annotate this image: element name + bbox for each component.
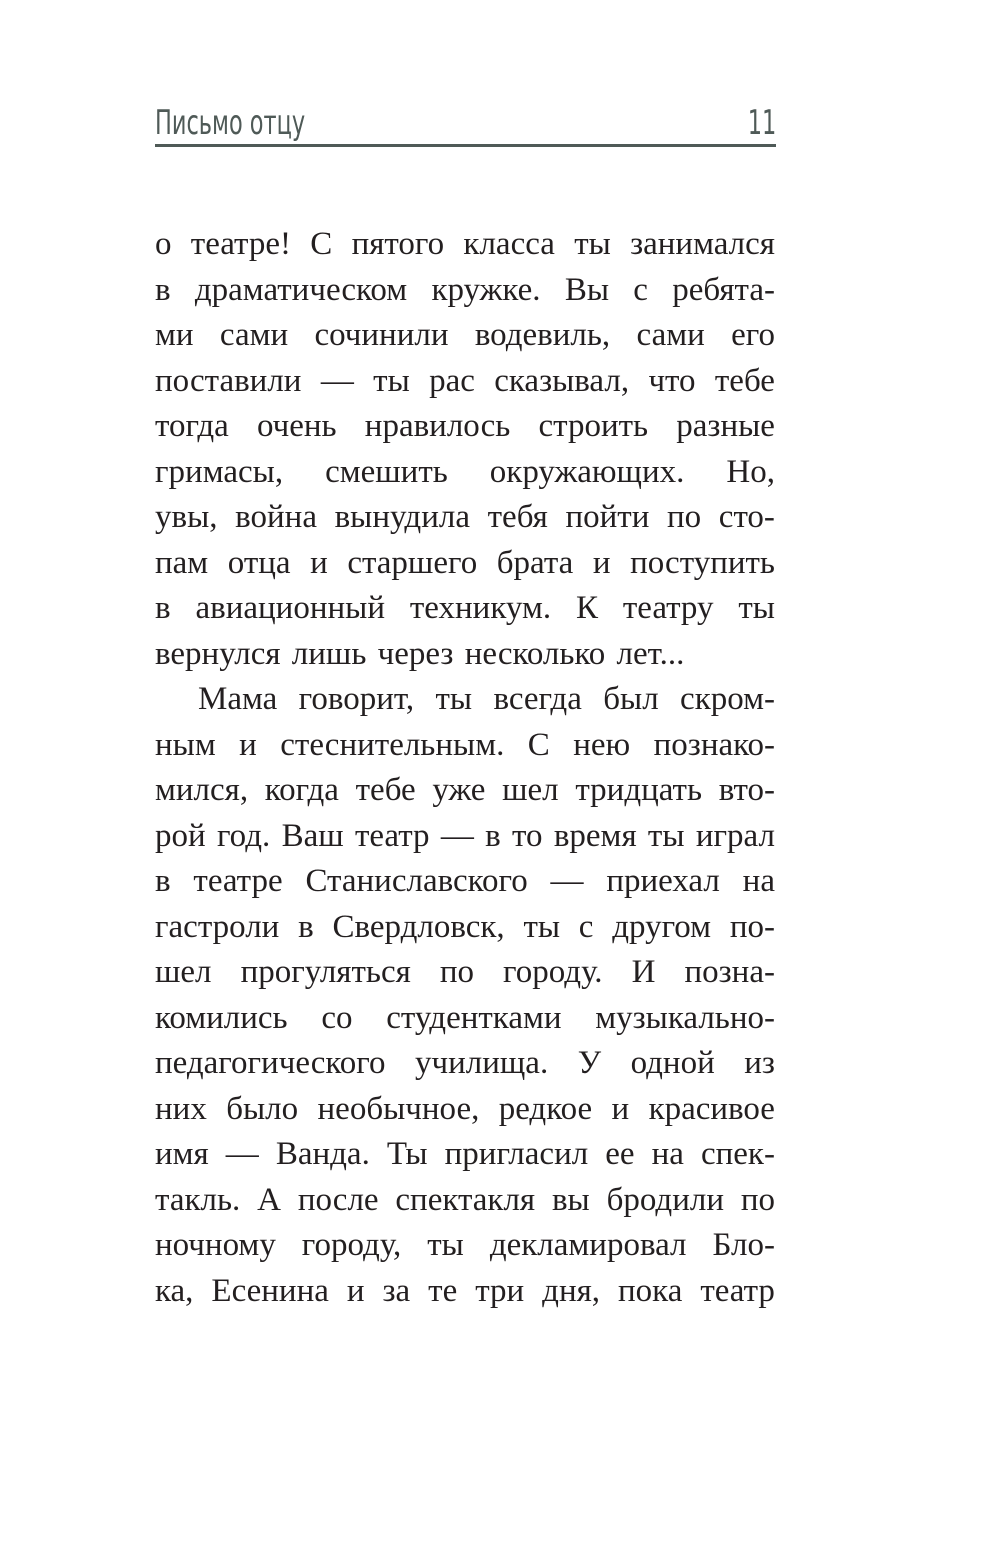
text-line: в театре Станиславского — приехал на bbox=[155, 863, 775, 900]
text-line: тогда очень нравилось строить разные bbox=[155, 408, 775, 445]
text-line: ка, Есенина и за те три дня, пока театр bbox=[155, 1272, 775, 1309]
text-line: мился, когда тебе уже шел тридцать вто- bbox=[155, 772, 775, 809]
text-line: ночному городу, ты декламировал Бло- bbox=[155, 1227, 775, 1264]
text-line: о театре! С пятого класса ты занимался bbox=[155, 226, 775, 263]
text-line: ным и стеснительным. С нею познако- bbox=[155, 726, 775, 763]
text-line: гримасы, смешить окружающих. Но, bbox=[155, 453, 775, 490]
text-line: шел прогуляться по городу. И позна- bbox=[155, 954, 775, 991]
running-header bbox=[155, 104, 776, 147]
text-line: Мама говорит, ты всегда был скром- bbox=[198, 681, 775, 718]
text-line: рой год. Ваш театр — в то время ты играл bbox=[155, 817, 775, 854]
page-number: 11 bbox=[747, 103, 776, 143]
chapter-title: Письмо отцу bbox=[155, 103, 306, 143]
body-text bbox=[155, 222, 775, 1314]
text-line: комились со студентками музыкально- bbox=[155, 999, 775, 1036]
text-line: имя — Ванда. Ты пригласил ее на спек- bbox=[155, 1136, 775, 1173]
text-line: поставили — ты рас сказывал, что тебе bbox=[155, 362, 775, 399]
text-line: в авиационный техникум. К театру ты bbox=[155, 590, 775, 627]
text-line: вернулся лишь через несколько лет... bbox=[155, 635, 685, 672]
text-line: в драматическом кружке. Вы с ребята- bbox=[155, 271, 775, 308]
text-line: ми сами сочинили водевиль, сами его bbox=[155, 317, 775, 354]
text-line: педагогического училища. У одной из bbox=[155, 1045, 775, 1082]
text-line: них было необычное, редкое и красивое bbox=[155, 1090, 775, 1127]
text-line: увы, война вынудила тебя пойти по сто- bbox=[155, 499, 775, 536]
text-line: пам отца и старшего брата и поступить bbox=[155, 544, 775, 581]
text-line: такль. А после спектакля вы бродили по bbox=[155, 1181, 775, 1218]
text-line: гастроли в Свердловск, ты с другом по- bbox=[155, 908, 775, 945]
